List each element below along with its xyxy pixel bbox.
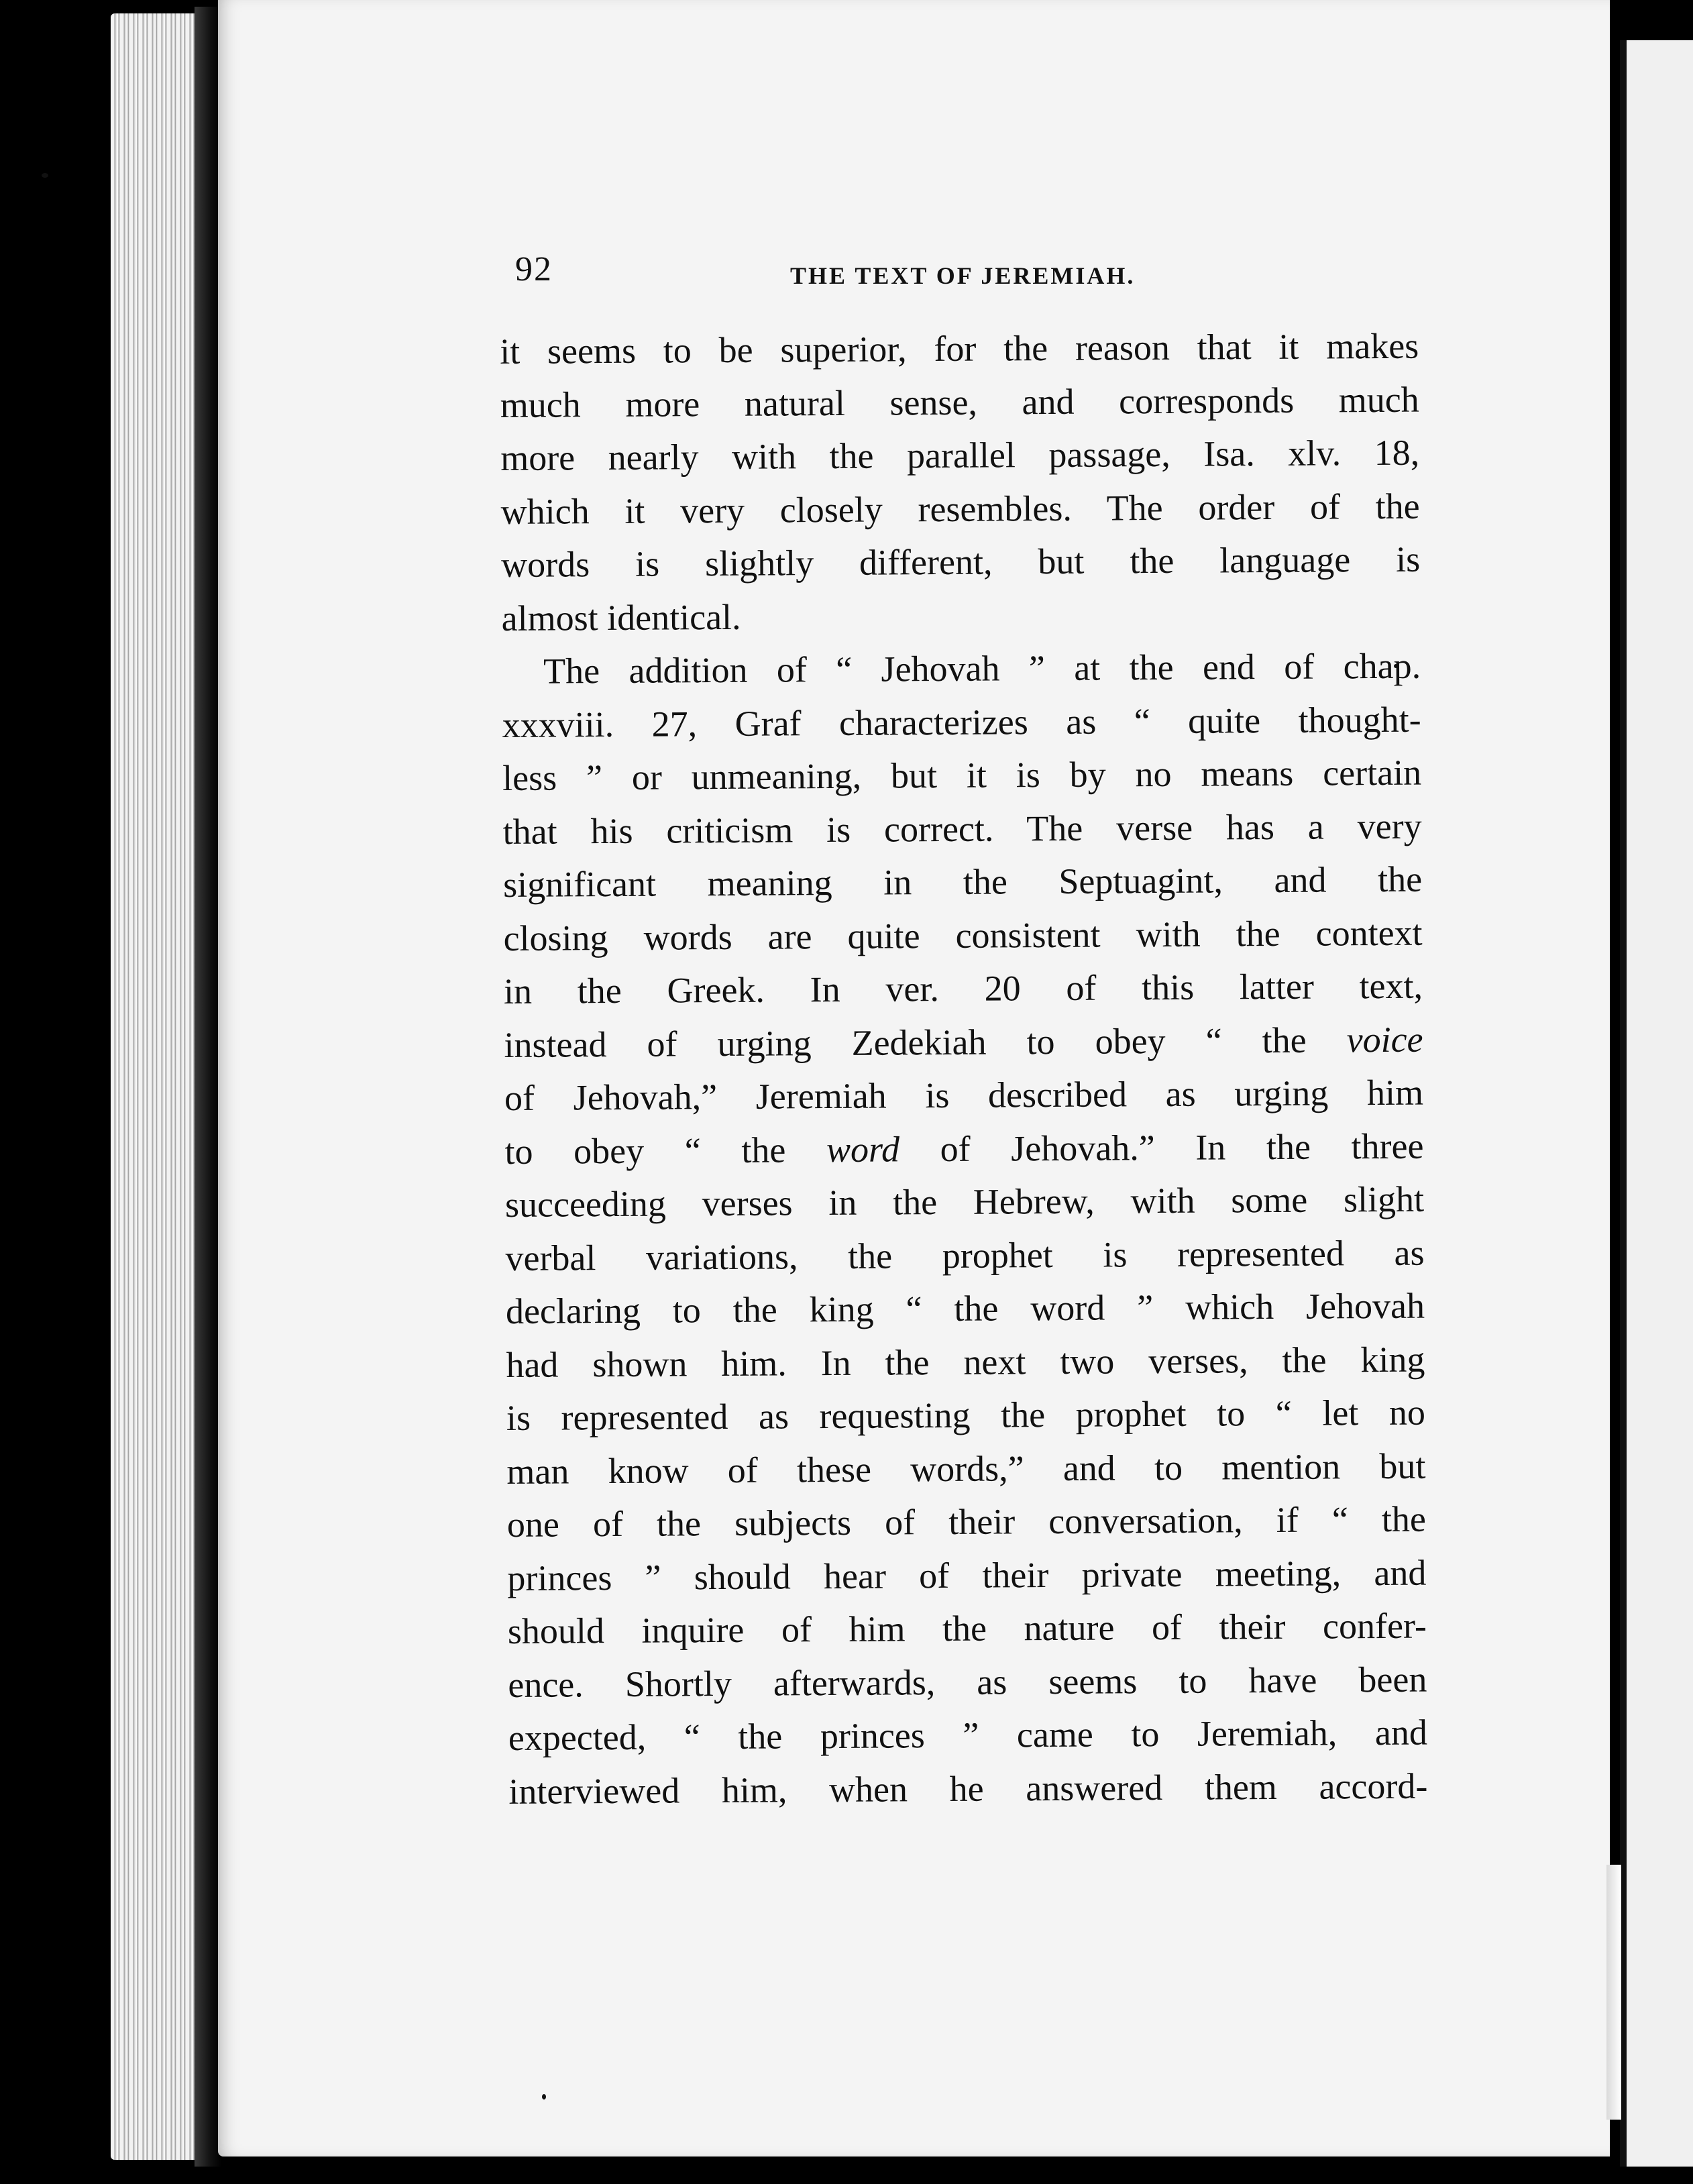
text-line: which it very closely resembles. The order of the: [500, 486, 1420, 532]
text-line: succeeding verses in the Hebrew, with some slight: [504, 1179, 1425, 1225]
italic-word: voice: [1346, 1019, 1423, 1060]
text-line: one of the subjects of their conversation, if “ the: [506, 1498, 1427, 1545]
text-line: verbal variations, the prophet is represented as: [505, 1232, 1425, 1278]
italic-word: word: [826, 1128, 900, 1170]
text-line: that his criticism is correct. The verse has a very: [502, 806, 1422, 852]
text-line: less ” or unmeaning, but it is by no means certain: [502, 752, 1422, 798]
text-line: had shown him. In the next two verses, the king: [506, 1339, 1425, 1385]
paragraph: [500, 320, 1421, 645]
text-line: much more natural sense, and corresponds much: [500, 379, 1419, 425]
scan-speck: [542, 2094, 546, 2099]
text-line: closing words are quite consistent with the context: [503, 912, 1423, 959]
text-line: interviewed him, when he answered them accord-: [508, 1765, 1428, 1812]
text-line: is represented as requesting the prophet to “ let no: [506, 1392, 1426, 1438]
text-line: should inquire of him the nature of their confer-: [507, 1605, 1427, 1651]
text-line: significant meaning in the Septuagint, and the: [502, 859, 1423, 905]
text-line: ence. Shortly afterwards, as seems to have been: [508, 1659, 1427, 1705]
text-line: [504, 1120, 1423, 1179]
text-line: princes ” should hear of their private meeting, and: [507, 1552, 1427, 1598]
text-line: more nearly with the parallel passage, Isa. xlv. 18,: [500, 432, 1420, 478]
text-line: of Jehovah,” Jeremiah is described as urging him: [504, 1072, 1424, 1118]
text-line: it seems to be superior, for the reason that it makes: [500, 325, 1419, 372]
running-head: THE TEXT OF JEREMIAH.: [790, 262, 1136, 289]
body-text: [500, 320, 1428, 1818]
text-line: xxxviii. 27, Graf characterizes as “ quite thought-: [502, 699, 1421, 745]
text-line: in the Greek. In ver. 20 of this latter text,: [503, 965, 1423, 1012]
scan-speck: [42, 173, 48, 178]
text-line: man know of these words,” and to mention but: [506, 1445, 1426, 1492]
text-line: words is slightly different, but the language is: [500, 539, 1421, 585]
text-line: expected, “ the princes ” came to Jeremiah, and: [508, 1712, 1428, 1758]
spine-shadow: [195, 7, 221, 2167]
text-segment: of Jehovah.” In the three: [940, 1126, 1424, 1169]
page-header: [515, 250, 1421, 296]
facing-page-edge: [1606, 1865, 1621, 2120]
text-line: almost identical.: [501, 596, 741, 639]
text-segment: instead of urging Zedekiah to obey “ the: [504, 1020, 1307, 1065]
page-number: 92: [515, 250, 553, 288]
text-line: declaring to the king “ the word ” which Jehovah: [505, 1285, 1425, 1331]
facing-page: [1620, 40, 1693, 2167]
text-segment: to obey “ the: [504, 1129, 786, 1172]
text-line: The addition of “ Jehovah ” at the end of chap.: [543, 645, 1421, 692]
text-line: [504, 1013, 1423, 1072]
paragraph: [502, 640, 1428, 1818]
